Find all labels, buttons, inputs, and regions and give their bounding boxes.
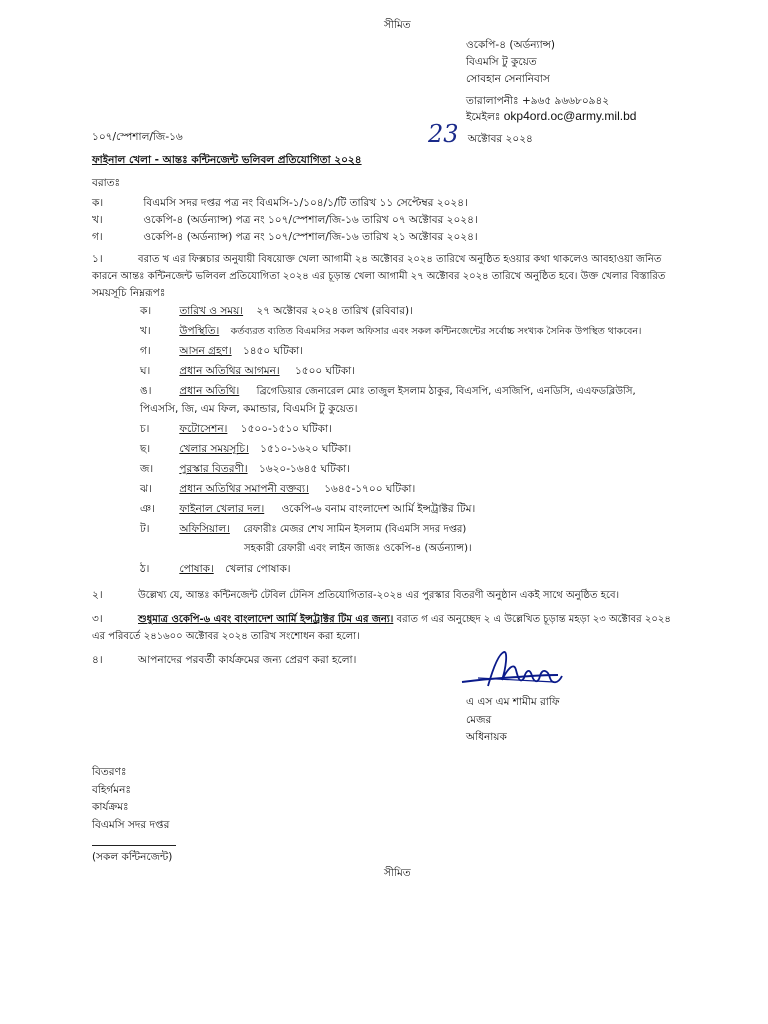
schedule-label: অফিসিয়াল। bbox=[179, 523, 230, 535]
sender-camp: সোবহান সেনানিবাস bbox=[466, 73, 550, 85]
reference-text: ওকেপি-৪ (অর্ডন্যান্স) পত্র নং ১০৭/স্পেশাল/জি-১৬ তারিখ ০৭ অক্টোবর ২০২৪। bbox=[143, 214, 478, 226]
para4-text: আপনাদের পরবর্তী কার্যক্রমের জন্য প্রেরণ করা হলো। bbox=[138, 654, 357, 666]
schedule-value: ১৫১০-১৬২০ ঘটিকা। bbox=[260, 443, 352, 455]
schedule-value: ১৬২০-১৬৪৫ ঘটিকা। bbox=[258, 463, 350, 475]
schedule-key: ঞ। bbox=[140, 503, 155, 515]
schedule-item bbox=[140, 364, 355, 381]
para1-number: ১। bbox=[92, 253, 103, 265]
para2-number: ২। bbox=[92, 589, 103, 601]
schedule-item bbox=[140, 502, 475, 519]
reference-key: ক। bbox=[92, 197, 104, 209]
para3-line1 bbox=[138, 612, 671, 629]
date-row bbox=[428, 120, 533, 149]
signatory-appointment: অধিনায়ক bbox=[466, 731, 507, 743]
schedule-label: উপস্থিতি। bbox=[179, 325, 220, 337]
schedule-value: ব্রিগেডিয়ার জেনারেল মোঃ তাজুল ইসলাম ঠাকুর, বিএসপি, এসজিপি, এনডিসি, এএফডব্লিউসি, bbox=[256, 386, 636, 397]
schedule-value: ১৬৪৫-১৭০০ ঘটিকা। bbox=[324, 483, 416, 495]
references-heading: বরাতঃ bbox=[92, 177, 121, 189]
schedule-key: ছ। bbox=[140, 443, 151, 455]
schedule-key: ঘ। bbox=[140, 365, 151, 377]
signatory-rank: মেজর bbox=[466, 714, 492, 726]
reference-text: ওকেপি-৪ (অর্ডন্যান্স) পত্র নং ১০৭/স্পেশাল/জি-১৬ তারিখ ২১ অক্টোবর ২০২৪। bbox=[143, 231, 478, 243]
schedule-item bbox=[140, 442, 351, 459]
schedule-item bbox=[140, 562, 291, 579]
schedule-value-continued: পিএসসি, জি, এম ফিল, কমান্ডার, বিএমসি টু কুয়েত। bbox=[140, 403, 358, 415]
schedule-label: খেলার সময়সূচি। bbox=[179, 443, 249, 455]
para2-text: উল্লেখ্য যে, আন্তঃ কন্টিনজেন্ট টেবিল টেনিস প্রতিযোগিতার-২০২৪ এর পুরস্কার বিতরণী অনুষ্ঠান একই সাথে অনুষ্ঠিত হবে। bbox=[138, 590, 620, 601]
reference-item bbox=[92, 213, 478, 230]
schedule-label: প্রধান অতিথি। bbox=[179, 385, 240, 397]
para1-line1: বরাত খ এর ফিক্সচার অনুযায়ী বিষয়োক্ত খেলা আগামী ২৪ অক্টোবর ২০২৪ তারিখে অনুষ্ঠিত হওয়ার কথা থাকলেও আবহাওয়া জনিত bbox=[138, 254, 662, 265]
schedule-value: ১৫০০ ঘটিকা। bbox=[294, 365, 355, 377]
para3-line2: এর পরিবর্তে ২৪১৬০০ অক্টোবর ২০২৪ তারিখ সংশোধন করা হলো। bbox=[92, 631, 360, 642]
schedule-key: ঙ। bbox=[140, 385, 152, 397]
schedule-key: ঝ। bbox=[140, 483, 152, 495]
schedule-value: খেলার পোষাক। bbox=[225, 563, 291, 575]
footnote-divider bbox=[92, 845, 176, 846]
schedule-item bbox=[140, 462, 350, 479]
date-month-year: অক্টোবর ২০২৪ bbox=[467, 133, 533, 145]
reference-text: বিএমসি সদর দপ্তর পত্র নং বিএমসি-১/১০৪/১/টি তারিখ ১১ সেপ্টেম্বর ২০২৪। bbox=[143, 197, 468, 209]
schedule-key: চ। bbox=[140, 423, 150, 435]
distribution-action: কার্যক্রমঃ bbox=[92, 801, 129, 813]
sender-email-label: ইমেইলঃ bbox=[466, 111, 501, 123]
schedule-key: ট। bbox=[140, 523, 150, 535]
distribution-footnote: (সকল কন্টিনজেন্ট) bbox=[92, 851, 173, 863]
classification-top: সীমিত bbox=[384, 19, 411, 31]
schedule-item bbox=[140, 304, 413, 321]
reference-item bbox=[92, 196, 468, 213]
reference-number: ১০৭/স্পেশাল/জি-১৬ bbox=[92, 131, 183, 143]
signatory-name: এ এস এম শামীম রাফি bbox=[466, 696, 560, 708]
para3-line1-rest: বরাত গ এর অনুচ্ছেদ ২ এ উল্লেখিত চূড়ান্ত মহড়া ২৩ অক্টোবর ২০২৪ bbox=[396, 614, 671, 625]
para3-number: ৩। bbox=[92, 613, 103, 625]
schedule-item bbox=[140, 384, 636, 401]
schedule-label: পোষাক। bbox=[179, 563, 214, 575]
schedule-value: ১৫০০-১৫১০ ঘটিকা। bbox=[240, 423, 332, 435]
schedule-label: প্রধান অতিথির সমাপনী বক্তব্য। bbox=[179, 483, 309, 495]
schedule-item bbox=[140, 324, 641, 341]
reference-key: খ। bbox=[92, 214, 103, 226]
schedule-label: পুরস্কার বিতরণী। bbox=[179, 463, 248, 475]
schedule-label: প্রধান অতিথির আগমন। bbox=[179, 365, 280, 377]
para1-line2: কারনে আন্তঃ কন্টিনজেন্ট ভলিবল প্রতিযোগিতা ২০২৪ এর চূড়ান্ত খেলা আগামী ২৭ অক্টোবর ২০২৪ তারিখে অনুষ্ঠিত হবে। উক্ত খেলার বিস্তারিত bbox=[92, 271, 666, 282]
schedule-key: জ। bbox=[140, 463, 154, 475]
distribution-external: বহির্গমনঃ bbox=[92, 784, 131, 796]
para4-number: ৪। bbox=[92, 654, 103, 666]
distribution-addressee: বিএমসি সদর দপ্তর bbox=[92, 819, 170, 831]
sender-unit: ওকেপি-৪ (অর্ডন্যান্স) bbox=[466, 39, 555, 51]
schedule-label: ফটোসেশন। bbox=[179, 423, 228, 435]
schedule-item bbox=[140, 482, 415, 499]
schedule-value: ১৪৫০ ঘটিকা। bbox=[242, 345, 303, 357]
schedule-label: আসন গ্রহণ। bbox=[179, 345, 232, 357]
schedule-key: গ। bbox=[140, 345, 151, 357]
sender-email: okp4ord.oc@army.mil.bd bbox=[503, 109, 637, 123]
para1-line3: সময়সূচি নিম্নরূপঃ bbox=[92, 287, 166, 299]
para3-underlined: শুধুমাত্র ওকেপি-৬ এবং বাংলাদেশ আর্মি ইন্সট্রাক্টর টিম এর জন্য। bbox=[138, 614, 394, 625]
distribution-heading: বিতরণঃ bbox=[92, 766, 127, 778]
schedule-item bbox=[140, 522, 466, 539]
schedule-label: তারিখ ও সময়। bbox=[179, 305, 244, 317]
schedule-value: কর্তব্যরত ব্যতিত বিএমসির সকল অফিসার এবং সকল কন্টিনজেন্টের সর্বোচ্চ সংখ্যক সৈনিক উপস্থিত থাকবেন। bbox=[230, 326, 642, 337]
signature-scribble bbox=[458, 648, 570, 692]
schedule-key: ক। bbox=[140, 305, 152, 317]
sender-phone: তারালাপনীঃ +৯৬৫ ৯৬৬৮০৯৪২ bbox=[466, 95, 610, 107]
reference-item bbox=[92, 230, 478, 247]
schedule-key: খ। bbox=[140, 325, 151, 337]
schedule-value-continued: সহকারী রেফারী এবং লাইন জাজঃ ওকেপি-৪ (অর্ডন্যান্স)। bbox=[244, 543, 472, 554]
schedule-item bbox=[140, 344, 303, 361]
schedule-value: ২৭ অক্টোবর ২০২৪ তারিখ (রবিবার)। bbox=[256, 305, 413, 317]
reference-key: গ। bbox=[92, 231, 103, 243]
schedule-item bbox=[140, 422, 332, 439]
classification-bottom: সীমিত bbox=[384, 867, 411, 879]
schedule-label: ফাইনাল খেলার দল। bbox=[179, 503, 265, 515]
sender-org: বিএমসি টু কুয়েত bbox=[466, 56, 537, 68]
subject-line: ফাইনাল খেলা - আন্তঃ কন্টিনজেন্ট ভলিবল প্রতিযোগিতা ২০২৪ bbox=[92, 154, 362, 166]
schedule-value: রেফারীঃ মেজর শেখ সামিন ইসলাম (বিএমসি সদর দপ্তর) bbox=[243, 524, 467, 535]
date-day-handwritten: 23 bbox=[428, 120, 459, 148]
schedule-key: ঠ। bbox=[140, 563, 150, 575]
schedule-value: ওকেপি-৬ বনাম বাংলাদেশ আর্মি ইন্সট্রাক্টর টিম। bbox=[281, 503, 476, 515]
